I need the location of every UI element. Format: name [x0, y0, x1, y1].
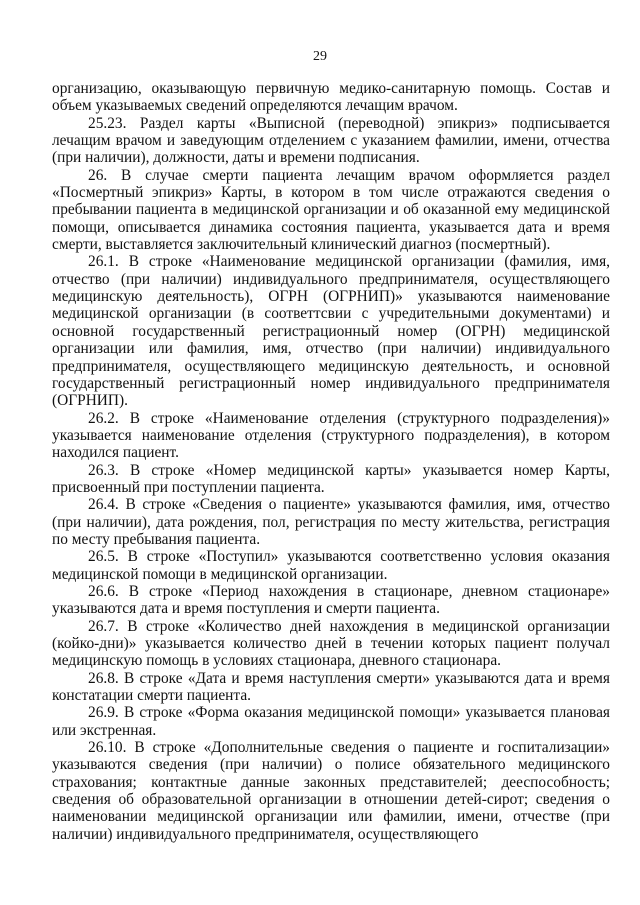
paragraph-26-2: 26.2. В строке «Наименование отделения (структурного подразделения)» указывается наименование отделения (структурного подразделения), в котором находился пациент. [52, 409, 610, 462]
paragraph-26-9: 26.9. В строке «Форма оказания медицинской помощи» указывается плановая или экстренная. [52, 704, 610, 739]
paragraph-26-7: 26.7. В строке «Количество дней нахождения в медицинской организации (койко-дни)» указывается количество дней в течении которых пациент получал медицинскую помощь в условиях стационара, дневного стационара. [52, 617, 610, 670]
paragraph-25-23: 25.23. Раздел карты «Выписной (переводной) эпикриз» подписывается лечащим врачом и заведующим отделением с указанием фамилии, имени, отчества (при наличии), должности, даты и времени подписания. [52, 114, 610, 167]
paragraph-26: 26. В случае смерти пациента лечащим врачом оформляется раздел «Посмертный эпикриз» Карты, в котором в том числе отражаются сведения о пребывании пациента в медицинской организации и об оказанной ему медицинской помощи, описывается динамика состояния пациента, указывается дата и время смерти, выставляется заключительный клинический диагноз (посмертный). [52, 166, 610, 254]
paragraph-26-10: 26.10. В строке «Дополнительные сведения о пациенте и госпитализации» указываются сведения (при наличии) о полисе обязательного медицинского страхования; контактные данные законных представителей; дееспособность; сведения об образовательной организации в отношении детей-сирот; сведения о наименовании медицинской организации или фамилии, имени, отчестве (при наличии) индивидуального предпринимателя, осуществляющего [52, 739, 610, 843]
paragraph-26-4: 26.4. В строке «Сведения о пациенте» указываются фамилия, имя, отчество (при наличии), дата рождения, пол, регистрация по месту жительства, регистрация по месту пребывания пациента. [52, 496, 610, 548]
page-number: 29 [313, 49, 327, 64]
paragraph-26-1: 26.1. В строке «Наименование медицинской организации (фамилия, имя, отчество (при наличии) индивидуального предпринимателя, осуществляющего медицинскую деятельность), ОГРН (ОГРНИП)» указываются наименование медицинской организации (в соответтсвии с учредительными документами) и основной государственный регистрационный номер (ОГРН) медицинской организации или фамилия, имя, отчество (при наличии) индивидуального предпринимателя, осуществляющего медицинскую деятельность, и основной государственный регистрационный номер индивидуального предпринимателя (ОГРНИП). [52, 253, 610, 410]
paragraph-continuation: организацию, оказывающую первичную медико-санитарную помощь. Состав и объем указываемых сведений определяются лечащим врачом. [52, 80, 610, 115]
document-body [52, 80, 610, 843]
paragraph-26-3: 26.3. В строке «Номер медицинской карты» указывается номер Карты, присвоенный при поступлении пациента. [52, 461, 610, 496]
paragraph-26-8: 26.8. В строке «Дата и время наступления смерти» указываются дата и время констатации смерти пациента. [52, 669, 610, 705]
paragraph-26-6: 26.6. В строке «Период нахождения в стационаре, дневном стационаре» указываются дата и время поступления и смерти пациента. [52, 582, 610, 618]
paragraph-26-5: 26.5. В строке «Поступил» указываются соответственно условия оказания медицинской помощи в медицинской организации. [52, 548, 610, 583]
